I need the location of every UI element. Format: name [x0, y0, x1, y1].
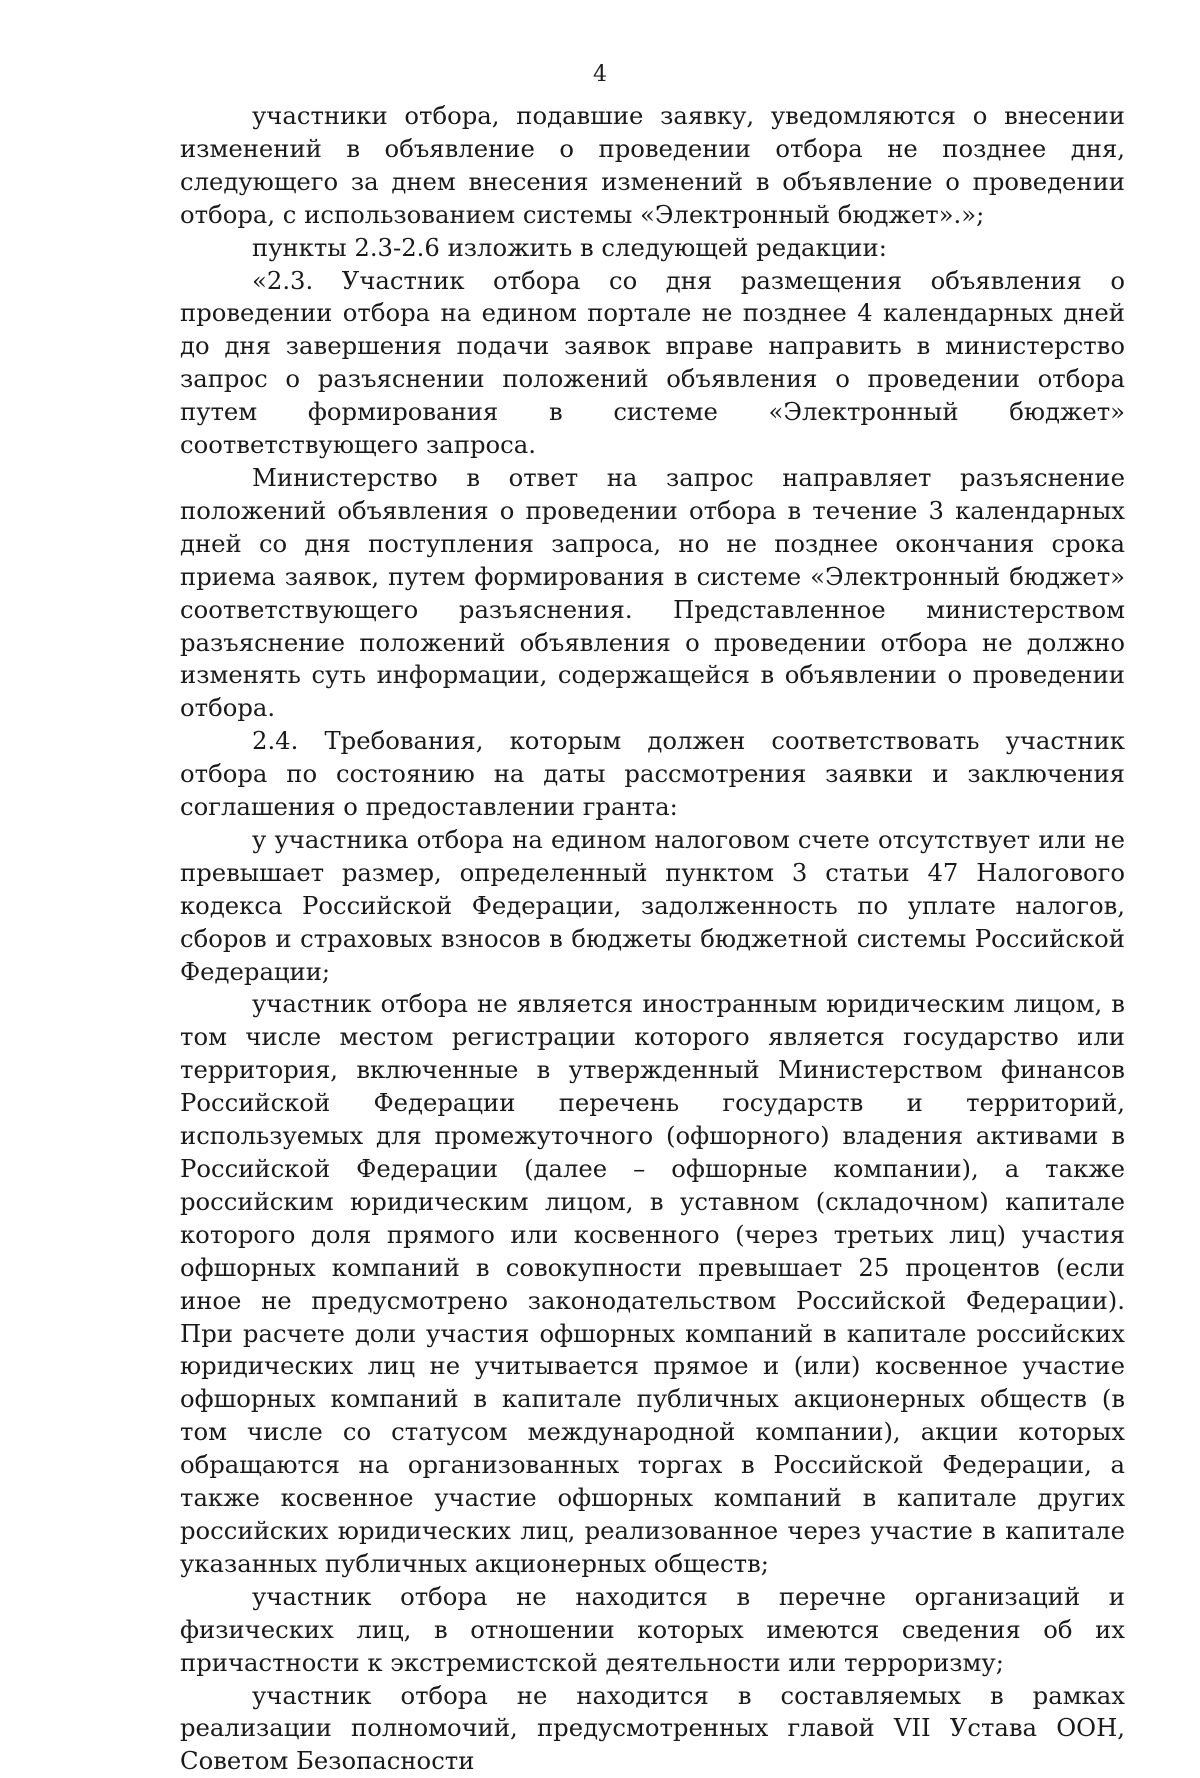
document-body [180, 100, 1125, 1778]
page-number: 4 [0, 60, 1200, 90]
paragraph-notification-of-changes: участники отбора, подавшие заявку, уведомляются о внесении изменений в объявление о проведении отбора не позднее дня, следующего за днем внесения изменений в объявление о проведении отбора, с использованием системы «Электронный бюджет».»; [180, 100, 1125, 232]
paragraph-un-sanctions-requirement: участник отбора не находится в составляемых в рамках реализации полномочий, предусмотренных главой VII Устава ООН, Советом Безопасности [180, 1680, 1125, 1778]
paragraph-tax-debt-requirement: у участника отбора на едином налоговом счете отсутствует или не превышает размер, определенный пунктом 3 статьи 47 Налогового кодекса Российской Федерации, задолженность по уплате налогов, сборов и страховых взносов в бюджеты бюджетной системы Российской Федерации; [180, 824, 1125, 989]
paragraph-ministry-response: Министерство в ответ на запрос направляет разъяснение положений объявления о проведении отбора в течение 3 календарных дней со дня поступления запроса, но не позднее окончания срока приема заявок, путем формирования в системе «Электронный бюджет» соответствующего разъяснения. Представленное министерством разъяснение положений объявления о проведении отбора не должно изменять суть информации, содержащейся в объявлении о проведении отбора. [180, 462, 1125, 725]
paragraph-clause-2-3: «2.3. Участник отбора со дня размещения объявления о проведении отбора на едином портале не позднее 4 календарных дней до дня завершения подачи заявок вправе направить в министерство запрос о разъяснении положений объявления о проведении отбора путем формирования в системе «Электронный бюджет» соответствующего запроса. [180, 265, 1125, 462]
paragraph-clause-2-4: 2.4. Требования, которым должен соответствовать участник отбора по состоянию на даты рассмотрения заявки и заключения соглашения о предоставлении гранта: [180, 725, 1125, 824]
paragraph-amendment-instruction: пункты 2.3-2.6 изложить в следующей редакции: [180, 232, 1125, 265]
paragraph-extremism-list-requirement: участник отбора не находится в перечне организаций и физических лиц, в отношении которых имеются сведения об их причастности к экстремистской деятельности или терроризму; [180, 1581, 1125, 1680]
paragraph-offshore-requirement: участник отбора не является иностранным юридическим лицом, в том числе местом регистрации которого является государство или территория, включенные в утвержденный Министерством финансов Российской Федерации перечень государств и территорий, используемых для промежуточного (офшорного) владения активами в Российской Федерации (далее – офшорные компании), а также российским юридическим лицом, в уставном (складочном) капитале которого доля прямого или косвенного (через третьих лиц) участия офшорных компаний в совокупности превышает 25 процентов (если иное не предусмотрено законодательством Российской Федерации). При расчете доли участия офшорных компаний в капитале российских юридических лиц не учитывается прямое и (или) косвенное участие офшорных компаний в капитале публичных акционерных обществ (в том числе со статусом международной компании), акции которых обращаются на организованных торгах в Российской Федерации, а также косвенное участие офшорных компаний в капитале других российских юридических лиц, реализованное через участие в капитале указанных публичных акционерных обществ; [180, 988, 1125, 1580]
